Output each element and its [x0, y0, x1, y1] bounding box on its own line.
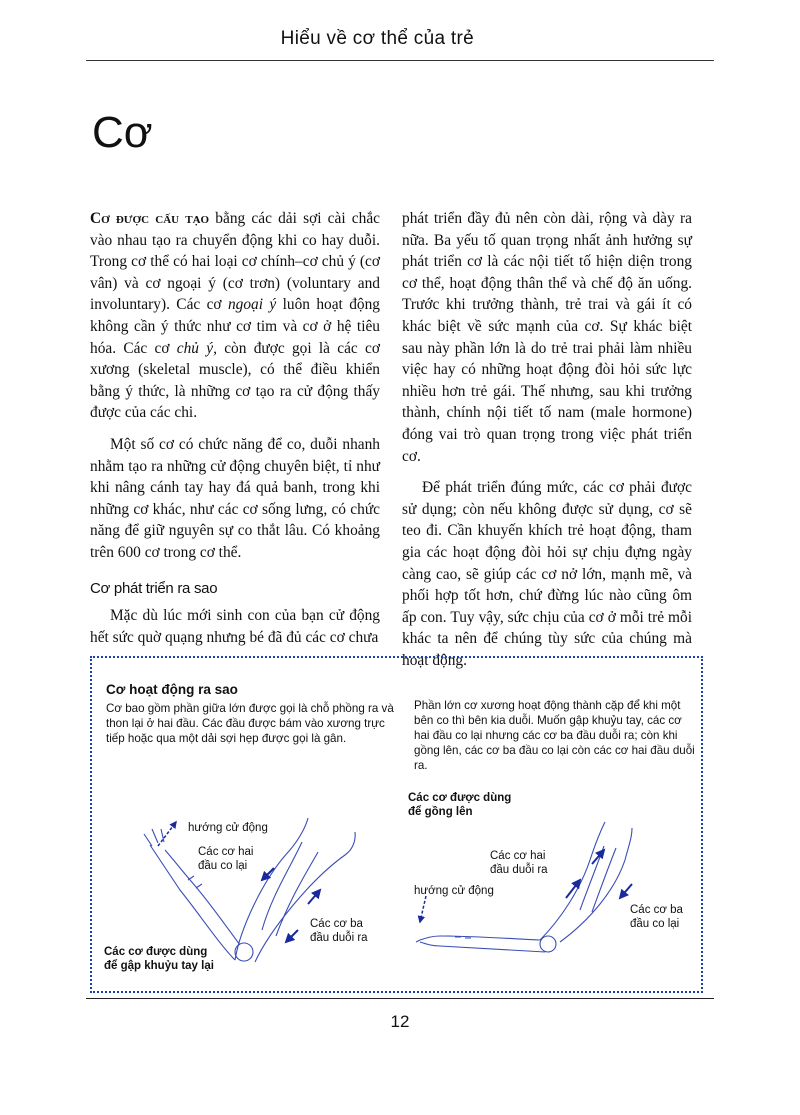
- fig-right-caption-2: để gồng lên: [408, 806, 473, 818]
- fig-right-triceps-label-2: đầu co lại: [630, 918, 680, 930]
- box-title: Cơ hoạt động ra sao: [106, 682, 238, 697]
- subheading-growth: Cơ phát triển ra sao: [90, 579, 218, 597]
- motion-arrow-left: [158, 822, 176, 846]
- fig-left-triceps-label-1: Các cơ ba: [310, 918, 363, 930]
- fig-left-caption-2: để gập khuỷu tay lại: [104, 960, 214, 972]
- triceps-arrow-right: [620, 884, 632, 898]
- paragraph-exercise: Để phát triển đúng mức, các cơ phải được sử dụng; còn nếu không được sử dụng, cơ sẽ teo đi. Cần khuyến khích trẻ hoạt động, tham gia các hoạt động đòi hỏi sự chịu đựng ngày càng cao, sẽ giúp các cơ nở lớn, mạnh mẽ, và phối hợp tốt hơn, chứ đừng lúc nào cũng ôm ấp con. Tuy vậy, sức chịu của cơ ở mỗi trẻ mỗi khác ta nên để chúng tùy sức của chúng mà hoạt động.: [402, 479, 692, 669]
- fig-right-biceps-label-1: Các cơ hai: [490, 850, 546, 862]
- fig-right-caption-1: Các cơ được dùng: [408, 792, 512, 804]
- paragraph-growth: Mặc dù lúc mới sinh con của bạn cử động hết sức quờ quạng nhưng bé đã đủ các cơ chưa: [90, 607, 380, 646]
- box-left-paragraph: Cơ bao gồm phần giữa lớn được gọi là chỗ phồng ra và thon lại ở hai đầu. Các đầu được bám vào xương trực tiếp hoặc qua một dải sợi hẹp được gọi là gân.: [106, 702, 394, 745]
- fig-left-motion-label: hướng cử động: [188, 822, 268, 834]
- running-header-title: Hiểu về cơ thể của trẻ: [280, 28, 474, 49]
- fig-left-caption-1: Các cơ được dùng: [104, 946, 208, 958]
- fig-right-biceps-label-2: đầu duỗi ra: [490, 864, 548, 876]
- fig-left-triceps-label-2: đầu duỗi ra: [310, 932, 368, 944]
- paragraph-intro: Cơ được cấu tạo bằng các dải sợi cài chắc vào nhau tạo ra chuyển động khi co hay duỗi. Trong cơ thể có hai loại cơ chính–cơ chủ ý (cơ vân) và cơ ngoại ý (cơ trơn) (voluntary and involuntary). Các cơ ngoại ý luôn hoạt động không cần ý thức như cơ tim và cơ ở hệ tiêu hóa. Các cơ chủ ý, còn được gọi là các cơ xương (skeletal muscle), có thể điều khiển bằng ý thức, là những cơ tạo ra cử động thấy được của các chi.: [90, 210, 380, 422]
- box-right-paragraph: Phần lớn cơ xương hoạt động thành cặp để khi một bên co thì bên kia duỗi. Muốn gập khuỷu tay, các cơ hai đầu co lại nhưng các cơ ba đầu duỗi ra; còn khi gồng lên, các cơ ba đầu co lại còn các cơ hai đầu duỗi ra.: [414, 699, 695, 772]
- footer-rule: [86, 998, 714, 999]
- paragraph-growth-cont: phát triển đầy đủ nên còn dài, rộng và dày ra nữa. Ba yếu tố quan trọng nhất ảnh hưởng sự phát triển cơ là các nội tiết tố hiện diện trong cơ thể, hoạt động thân thể và chế độ ăn uống. Trước khi trưởng thành, trẻ trai và gái ít có khác biệt về sức mạnh của cơ. Sự khác biệt sau này phần lớn là do trẻ trai phải làm nhiều việc hay có những hoạt động đòi hỏi sức lực nhiều hơn trẻ gái. Thế nhưng, sau khi trưởng thành, chính nội tiết tố nam (male hormone) đóng vai trò quan trọng trong việc phát triển cơ.: [402, 210, 692, 465]
- fig-right-motion-label: hướng cử động: [414, 885, 494, 897]
- lead-in: Cơ được cấu tạo: [90, 210, 210, 227]
- upper-arm-outline-right: [540, 822, 605, 940]
- page-number: 12: [390, 1012, 410, 1031]
- chapter-title: Cơ: [92, 108, 153, 157]
- fig-right-triceps-label-1: Các cơ ba: [630, 904, 683, 916]
- paragraph-muscle-count: Một số cơ có chức năng để co, duỗi nhanh nhằm tạo ra những cử động chuyên biệt, tỉ như khi nâng cánh tay hay đá quả banh, trong khi những cơ khác, như các cơ sống lưng, có chức năng để giữ nguyên sự co thắt lâu. Có khoảng trên 600 cơ trong cơ thể.: [90, 435, 380, 561]
- forearm-outline-right: [420, 936, 540, 940]
- fig-left-biceps-label-2: đầu co lại: [198, 860, 248, 872]
- fig-left-biceps-label-1: Các cơ hai: [198, 846, 254, 858]
- motion-arrow-right: [420, 896, 426, 922]
- triceps-arrow-left: [308, 890, 320, 904]
- triceps-arrow-left-2: [286, 930, 298, 942]
